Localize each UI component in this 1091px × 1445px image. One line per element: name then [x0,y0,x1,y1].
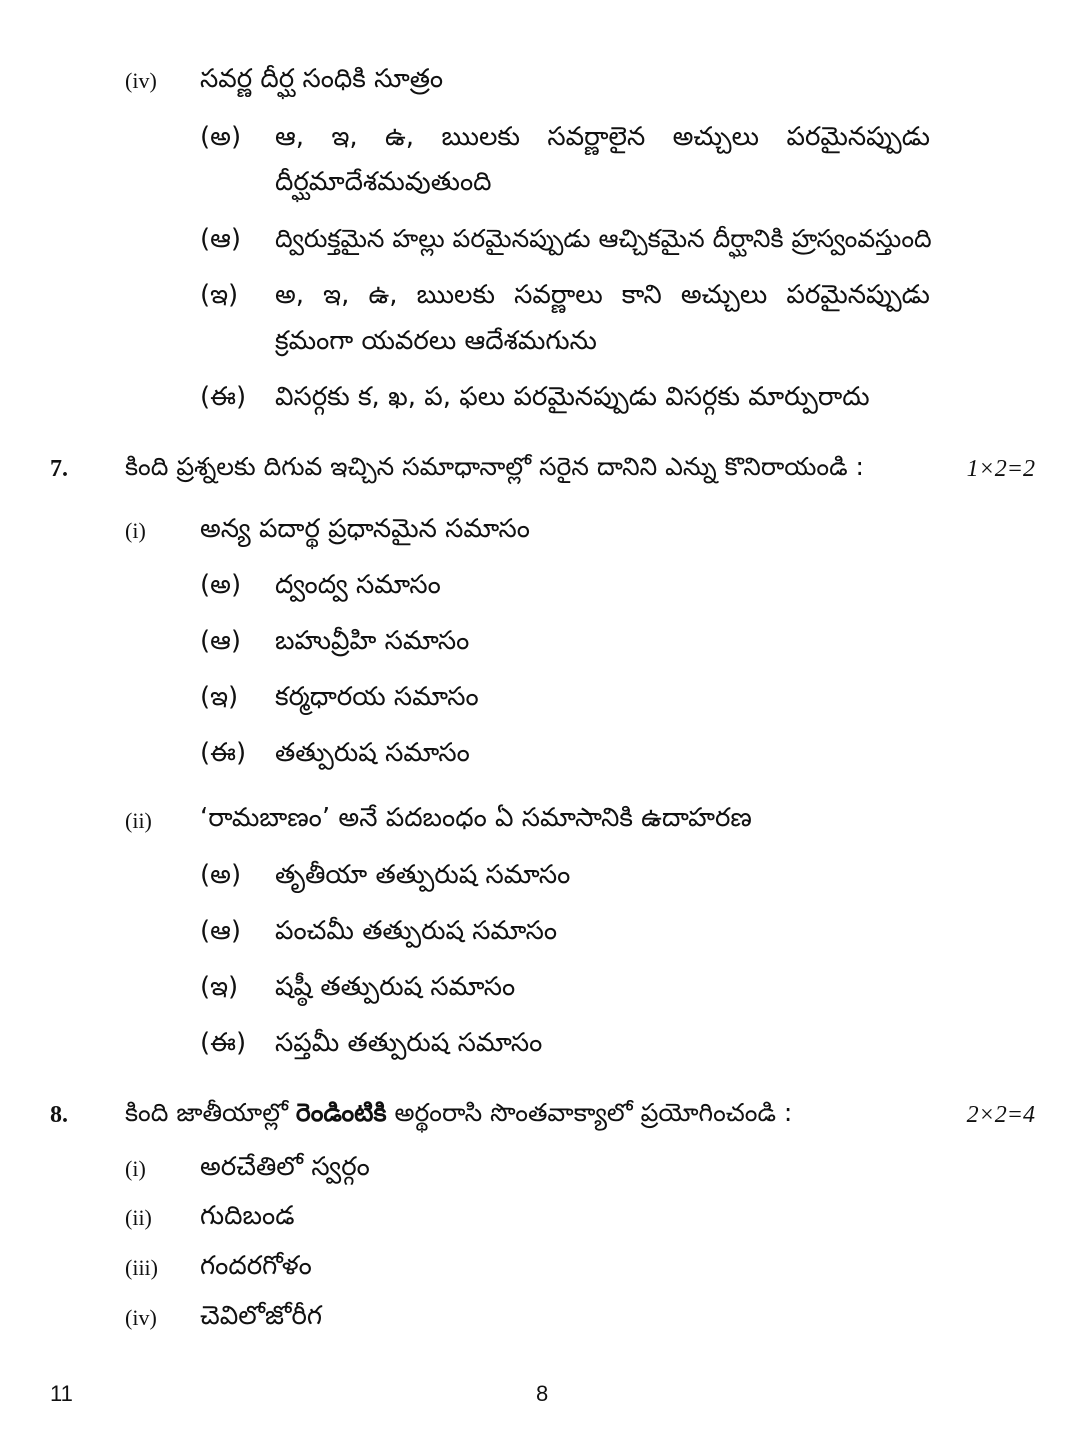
q6-iv-option-a-label: (అ) [200,122,242,152]
q6-iv-option-aa-label: (ఆ) [200,224,242,254]
q7-i-number: (i) [125,518,146,543]
q7-i-option-i-label: (ఇ) [200,682,239,712]
q6-iv-text: సవర్ణ దీర్ఘ సంధికి సూత్రం [200,64,444,94]
q7-ii-option-ii-text: సప్తమీ తత్పురుష సమాసం [275,1028,543,1058]
q6-iv-option-i-label: (ఇ) [200,280,239,310]
q6-iv-option-ii-label: (ఈ) [200,382,247,412]
footer-page-number: 8 [536,1381,549,1406]
q8-item-1-number: (i) [125,1156,146,1181]
q7-i-option-i-text: కర్మధారయ సమాసం [275,682,479,712]
q8-number: 8. [50,1102,68,1128]
q6-iv-option-i-line1: అ, ఇ, ఉ, ఋలకు సవర్ణాలు కాని అచ్చులు పరమైనప్పుడు [275,280,930,310]
q7-number: 7. [50,456,68,482]
q7-i-option-a-text: ద్వంద్వ సమాసం [275,570,441,600]
q6-iv-number: (iv) [125,68,157,93]
q8-text-after: అర్థంరాసి సొంతవాక్యాలో ప్రయోగించండి : [386,1098,793,1127]
q7-i-option-ii-text: తత్పురుష సమాసం [275,738,470,768]
q7-ii-number: (ii) [125,808,152,833]
q8-text-bold: రెండింటికి [295,1098,387,1127]
q8-item-3-number: (iii) [125,1255,158,1280]
q6-iv-option-aa-text: ద్విరుక్తమైన హల్లు పరమైనప్పుడు ఆచ్చికమైన దీర్ఘానికి హ్రస్వంవస్తుంది [275,224,932,253]
q7-ii-option-i-label: (ఇ) [200,972,239,1002]
q7-i-option-a-label: (అ) [200,570,242,600]
q6-iv-option-i-line2: క్రమంగా యవరలు ఆదేశమగును [275,326,597,356]
q7-ii-option-aa-label: (ఆ) [200,916,242,946]
q7-ii-option-ii-label: (ఈ) [200,1028,247,1058]
q7-i-option-aa-text: బహువ్రీహి సమాసం [275,626,470,656]
q8-item-2-number: (ii) [125,1205,152,1230]
q7-ii-option-aa-text: పంచమీ తత్పురుష సమాసం [275,916,558,946]
q7-ii-option-i-text: షష్ఠీ తత్పురుష సమాసం [275,972,516,1002]
q8-marks: 2×2=4 [966,1102,1035,1128]
q7-i-option-ii-label: (ఈ) [200,738,247,768]
q8-item-1-text: అరచేతిలో స్వర్గం [200,1152,370,1182]
q7-marks: 1×2=2 [966,456,1035,482]
q8-text-before: కింది జాతీయాల్లో [125,1098,296,1127]
q6-iv-option-a-line1: ఆ, ఇ, ఉ, ఋలకు సవర్ణాలైన అచ్చులు పరమైనప్పుడు [275,122,930,152]
footer-paper-code: 11 [50,1381,73,1406]
q8-item-4-text: చెవిలోజోరీగ [200,1301,323,1331]
q8-item-4-number: (iv) [125,1305,157,1330]
q6-iv-option-ii-text: విసర్గకు క, ఖ, ప, ఫలు పరమైనప్పుడు విసర్గకు మార్పురాదు [275,382,870,412]
q7-i-option-aa-label: (ఆ) [200,626,242,656]
q7-ii-option-a-label: (అ) [200,860,242,890]
q8-item-2-text: గుదిబండ [200,1201,295,1231]
q7-ii-text: ‘రామబాణం’ అనే పదబంధం ఏ సమాసానికి ఉదాహరణ [200,803,752,833]
q6-iv-option-a-line2: దీర్ఘమాదేశమవుతుంది [275,167,492,197]
q8-text [125,1096,792,1130]
q7-i-text: అన్య పదార్థ ప్రధానమైన సమాసం [200,514,530,544]
q7-text: కింది ప్రశ్నలకు దిగువ ఇచ్చిన సమాధానాల్లో సరైన దానిని ఎన్ను కొనిరాయండి : [125,452,864,481]
q7-ii-option-a-text: తృతీయా తత్పురుష సమాసం [275,860,571,890]
q8-item-3-text: గందరగోళం [200,1251,312,1281]
